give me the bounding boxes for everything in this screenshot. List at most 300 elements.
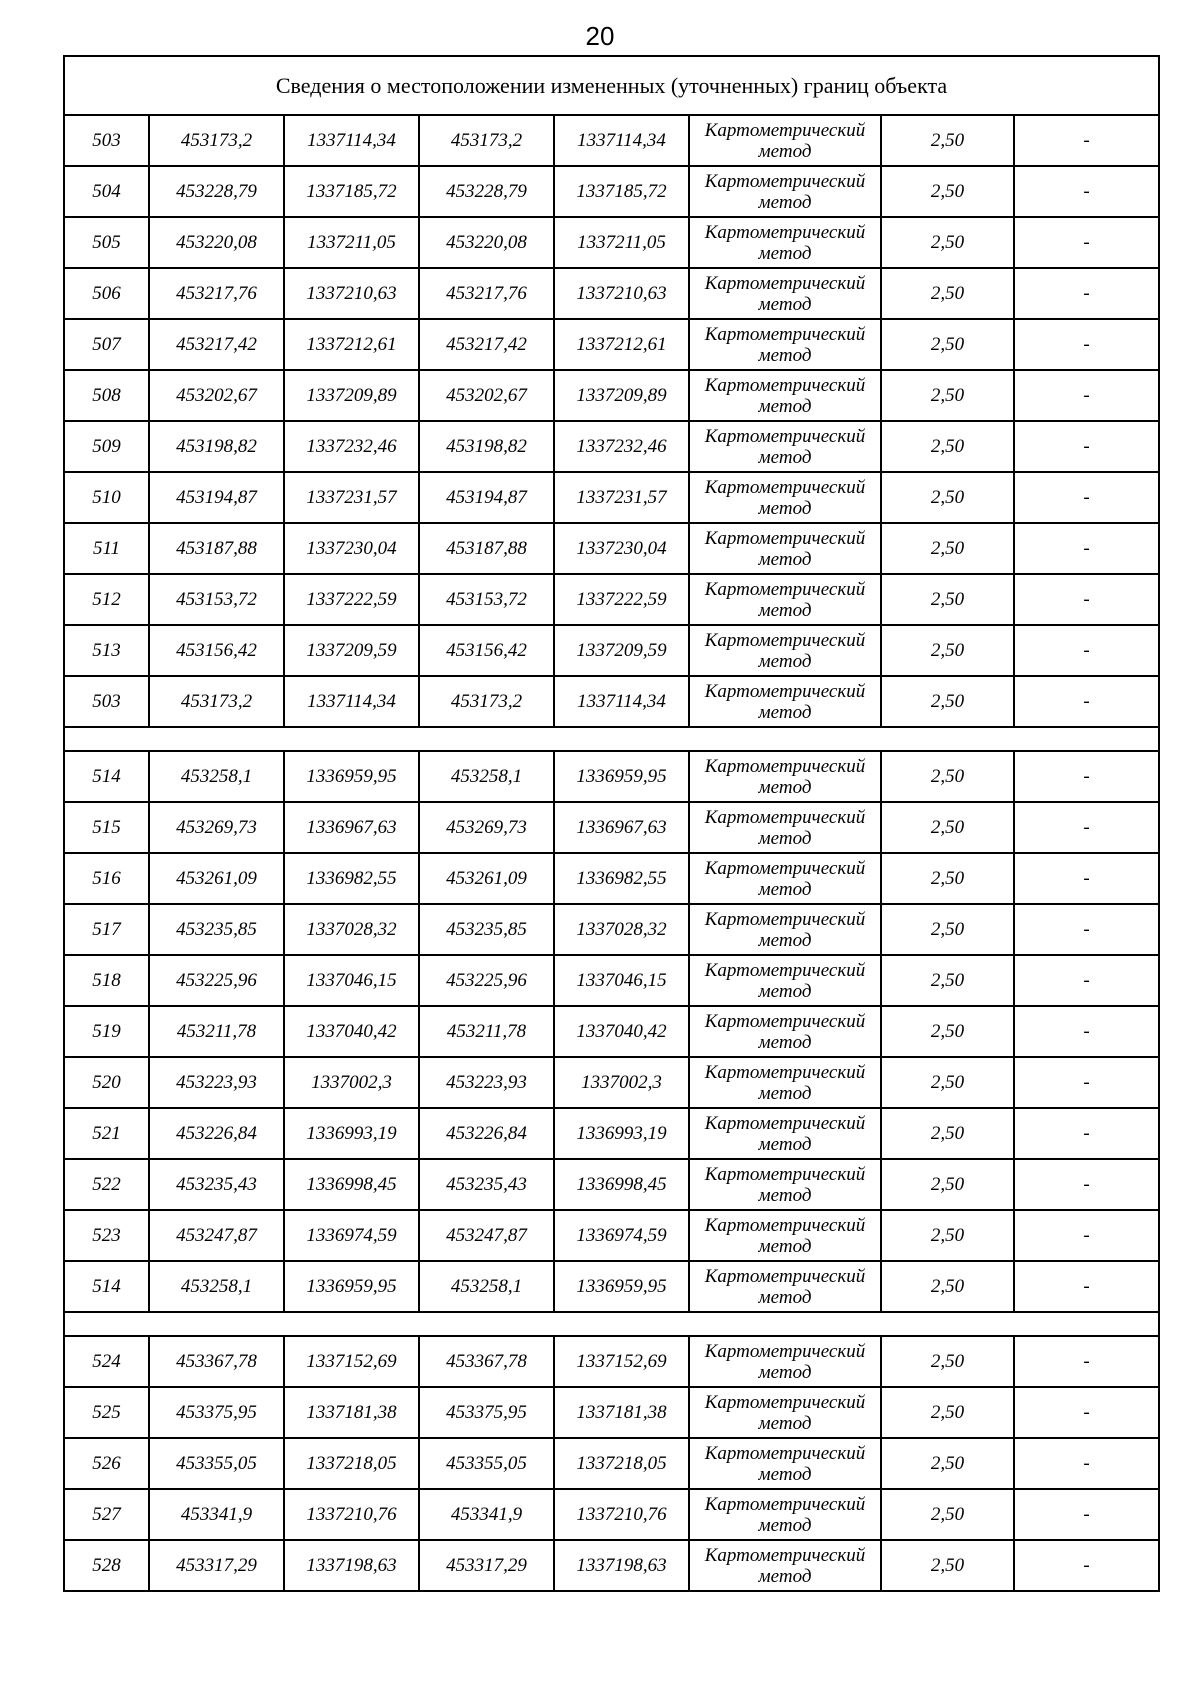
y-existing-cell: 1337198,63 xyxy=(284,1540,419,1591)
table-row xyxy=(64,115,1159,166)
x-existing-cell: 453341,9 xyxy=(149,1489,284,1540)
method-label-line1: Картометрический xyxy=(704,959,866,981)
x-existing-cell: 453187,88 xyxy=(149,523,284,574)
y-refined-cell: 1336974,59 xyxy=(554,1210,689,1261)
accuracy-cell: 2,50 xyxy=(881,1210,1014,1261)
table-header-row xyxy=(64,56,1159,115)
method-cell xyxy=(689,1438,881,1489)
x-refined-cell: 453226,84 xyxy=(419,1108,554,1159)
accuracy-cell: 2,50 xyxy=(881,1108,1014,1159)
method-cell xyxy=(689,574,881,625)
table-row xyxy=(64,1108,1159,1159)
accuracy-cell: 2,50 xyxy=(881,268,1014,319)
y-existing-cell: 1337040,42 xyxy=(284,1006,419,1057)
group-separator-cell xyxy=(64,1312,1159,1336)
table-row xyxy=(64,1261,1159,1312)
method-label-line1: Картометрический xyxy=(704,1163,866,1185)
method-label-line1: Картометрический xyxy=(704,1442,866,1464)
method-cell xyxy=(689,1210,881,1261)
point-number-cell: 512 xyxy=(64,574,149,625)
method-label-line2: метод xyxy=(758,650,812,672)
point-number-cell: 523 xyxy=(64,1210,149,1261)
method-label-line2: метод xyxy=(758,1361,812,1383)
description-cell: - xyxy=(1014,1261,1159,1312)
y-existing-cell: 1337181,38 xyxy=(284,1387,419,1438)
x-existing-cell: 453367,78 xyxy=(149,1336,284,1387)
method-label-line2: метод xyxy=(758,140,812,162)
method-label-line2: метод xyxy=(758,344,812,366)
method-label-line1: Картометрический xyxy=(704,272,866,294)
x-refined-cell: 453194,87 xyxy=(419,472,554,523)
accuracy-cell: 2,50 xyxy=(881,1489,1014,1540)
x-refined-cell: 453269,73 xyxy=(419,802,554,853)
method-cell xyxy=(689,1387,881,1438)
method-label-line2: метод xyxy=(758,1184,812,1206)
description-cell: - xyxy=(1014,1540,1159,1591)
method-label-line1: Картометрический xyxy=(704,1544,866,1566)
y-refined-cell: 1337046,15 xyxy=(554,955,689,1006)
method-label-line1: Картометрический xyxy=(704,1214,866,1236)
y-refined-cell: 1337040,42 xyxy=(554,1006,689,1057)
point-number-cell: 503 xyxy=(64,115,149,166)
y-refined-cell: 1336982,55 xyxy=(554,853,689,904)
accuracy-cell: 2,50 xyxy=(881,421,1014,472)
description-cell: - xyxy=(1014,1336,1159,1387)
method-label-line1: Картометрический xyxy=(704,680,866,702)
accuracy-cell: 2,50 xyxy=(881,1438,1014,1489)
accuracy-cell: 2,50 xyxy=(881,370,1014,421)
method-label-line1: Картометрический xyxy=(704,527,866,549)
x-existing-cell: 453194,87 xyxy=(149,472,284,523)
description-cell: - xyxy=(1014,751,1159,802)
group-separator-cell xyxy=(64,727,1159,751)
method-cell xyxy=(689,370,881,421)
x-refined-cell: 453247,87 xyxy=(419,1210,554,1261)
method-label-line1: Картометрический xyxy=(704,1265,866,1287)
y-refined-cell: 1337114,34 xyxy=(554,676,689,727)
method-label-line2: метод xyxy=(758,827,812,849)
x-existing-cell: 453225,96 xyxy=(149,955,284,1006)
y-existing-cell: 1337046,15 xyxy=(284,955,419,1006)
method-label-line1: Картометрический xyxy=(704,119,866,141)
method-cell xyxy=(689,1540,881,1591)
y-refined-cell: 1336959,95 xyxy=(554,1261,689,1312)
y-existing-cell: 1337212,61 xyxy=(284,319,419,370)
y-existing-cell: 1337185,72 xyxy=(284,166,419,217)
x-refined-cell: 453217,42 xyxy=(419,319,554,370)
y-existing-cell: 1337002,3 xyxy=(284,1057,419,1108)
method-label-line2: метод xyxy=(758,599,812,621)
x-refined-cell: 453341,9 xyxy=(419,1489,554,1540)
y-refined-cell: 1337222,59 xyxy=(554,574,689,625)
description-cell: - xyxy=(1014,472,1159,523)
y-existing-cell: 1337114,34 xyxy=(284,676,419,727)
y-refined-cell: 1337028,32 xyxy=(554,904,689,955)
description-cell: - xyxy=(1014,574,1159,625)
accuracy-cell: 2,50 xyxy=(881,751,1014,802)
description-cell: - xyxy=(1014,1108,1159,1159)
table-row xyxy=(64,676,1159,727)
method-label-line2: метод xyxy=(758,395,812,417)
x-existing-cell: 453198,82 xyxy=(149,421,284,472)
y-refined-cell: 1337185,72 xyxy=(554,166,689,217)
point-number-cell: 521 xyxy=(64,1108,149,1159)
method-label-line2: метод xyxy=(758,242,812,264)
method-cell xyxy=(689,853,881,904)
method-label-line1: Картометрический xyxy=(704,170,866,192)
method-label-line2: метод xyxy=(758,878,812,900)
method-cell xyxy=(689,421,881,472)
x-refined-cell: 453198,82 xyxy=(419,421,554,472)
page-number: 20 xyxy=(585,21,615,51)
y-refined-cell: 1337198,63 xyxy=(554,1540,689,1591)
method-label-line2: метод xyxy=(758,1463,812,1485)
x-existing-cell: 453226,84 xyxy=(149,1108,284,1159)
method-label-line2: метод xyxy=(758,1082,812,1104)
group-separator-row xyxy=(64,727,1159,751)
x-existing-cell: 453228,79 xyxy=(149,166,284,217)
method-cell xyxy=(689,319,881,370)
y-existing-cell: 1337211,05 xyxy=(284,217,419,268)
x-refined-cell: 453258,1 xyxy=(419,751,554,802)
y-existing-cell: 1336967,63 xyxy=(284,802,419,853)
point-number-cell: 516 xyxy=(64,853,149,904)
y-existing-cell: 1337230,04 xyxy=(284,523,419,574)
y-existing-cell: 1337232,46 xyxy=(284,421,419,472)
accuracy-cell: 2,50 xyxy=(881,1057,1014,1108)
x-existing-cell: 453258,1 xyxy=(149,751,284,802)
method-cell xyxy=(689,115,881,166)
method-label-line1: Картометрический xyxy=(704,1391,866,1413)
y-existing-cell: 1336959,95 xyxy=(284,1261,419,1312)
table-row xyxy=(64,166,1159,217)
table-row xyxy=(64,625,1159,676)
y-refined-cell: 1336993,19 xyxy=(554,1108,689,1159)
x-refined-cell: 453228,79 xyxy=(419,166,554,217)
point-number-cell: 527 xyxy=(64,1489,149,1540)
method-cell xyxy=(689,166,881,217)
x-refined-cell: 453223,93 xyxy=(419,1057,554,1108)
point-number-cell: 518 xyxy=(64,955,149,1006)
x-existing-cell: 453156,42 xyxy=(149,625,284,676)
y-refined-cell: 1337212,61 xyxy=(554,319,689,370)
method-label-line1: Картометрический xyxy=(704,476,866,498)
x-existing-cell: 453223,93 xyxy=(149,1057,284,1108)
x-existing-cell: 453375,95 xyxy=(149,1387,284,1438)
table-row xyxy=(64,319,1159,370)
x-refined-cell: 453258,1 xyxy=(419,1261,554,1312)
method-label-line1: Картометрический xyxy=(704,755,866,777)
y-refined-cell: 1337210,63 xyxy=(554,268,689,319)
method-cell xyxy=(689,1489,881,1540)
point-number-cell: 524 xyxy=(64,1336,149,1387)
y-refined-cell: 1337218,05 xyxy=(554,1438,689,1489)
y-existing-cell: 1337209,89 xyxy=(284,370,419,421)
point-number-cell: 505 xyxy=(64,217,149,268)
x-existing-cell: 453211,78 xyxy=(149,1006,284,1057)
description-cell: - xyxy=(1014,268,1159,319)
method-cell xyxy=(689,1159,881,1210)
table-title: Сведения о местоположении измененных (уточненных) границ объекта xyxy=(64,56,1159,115)
description-cell: - xyxy=(1014,904,1159,955)
method-cell xyxy=(689,955,881,1006)
method-label-line1: Картометрический xyxy=(704,221,866,243)
x-existing-cell: 453235,85 xyxy=(149,904,284,955)
method-cell xyxy=(689,676,881,727)
point-number-cell: 519 xyxy=(64,1006,149,1057)
method-label-line2: метод xyxy=(758,776,812,798)
point-number-cell: 506 xyxy=(64,268,149,319)
point-number-cell: 514 xyxy=(64,751,149,802)
x-existing-cell: 453235,43 xyxy=(149,1159,284,1210)
description-cell: - xyxy=(1014,802,1159,853)
point-number-cell: 509 xyxy=(64,421,149,472)
x-existing-cell: 453261,09 xyxy=(149,853,284,904)
table-row xyxy=(64,1210,1159,1261)
point-number-cell: 503 xyxy=(64,676,149,727)
point-number-cell: 514 xyxy=(64,1261,149,1312)
point-number-cell: 520 xyxy=(64,1057,149,1108)
accuracy-cell: 2,50 xyxy=(881,802,1014,853)
description-cell: - xyxy=(1014,166,1159,217)
method-cell xyxy=(689,523,881,574)
method-label-line2: метод xyxy=(758,1286,812,1308)
method-cell xyxy=(689,472,881,523)
description-cell: - xyxy=(1014,523,1159,574)
point-number-cell: 528 xyxy=(64,1540,149,1591)
y-existing-cell: 1336998,45 xyxy=(284,1159,419,1210)
table-row xyxy=(64,1387,1159,1438)
description-cell: - xyxy=(1014,1006,1159,1057)
method-label-line2: метод xyxy=(758,191,812,213)
x-existing-cell: 453269,73 xyxy=(149,802,284,853)
point-number-cell: 522 xyxy=(64,1159,149,1210)
method-cell xyxy=(689,1261,881,1312)
accuracy-cell: 2,50 xyxy=(881,1387,1014,1438)
y-refined-cell: 1337231,57 xyxy=(554,472,689,523)
y-existing-cell: 1336982,55 xyxy=(284,853,419,904)
accuracy-cell: 2,50 xyxy=(881,217,1014,268)
description-cell: - xyxy=(1014,1210,1159,1261)
method-label-line1: Картометрический xyxy=(704,1340,866,1362)
x-refined-cell: 453173,2 xyxy=(419,115,554,166)
table-row xyxy=(64,472,1159,523)
point-number-cell: 525 xyxy=(64,1387,149,1438)
x-refined-cell: 453317,29 xyxy=(419,1540,554,1591)
method-label-line1: Картометрический xyxy=(704,857,866,879)
y-refined-cell: 1337230,04 xyxy=(554,523,689,574)
table-row xyxy=(64,1540,1159,1591)
description-cell: - xyxy=(1014,115,1159,166)
group-separator-row xyxy=(64,1312,1159,1336)
table-row xyxy=(64,1438,1159,1489)
method-label-line1: Картометрический xyxy=(704,908,866,930)
description-cell: - xyxy=(1014,955,1159,1006)
y-existing-cell: 1337028,32 xyxy=(284,904,419,955)
method-label-line1: Картометрический xyxy=(704,578,866,600)
method-label-line2: метод xyxy=(758,1565,812,1587)
y-refined-cell: 1336967,63 xyxy=(554,802,689,853)
method-label-line2: метод xyxy=(758,1031,812,1053)
point-number-cell: 511 xyxy=(64,523,149,574)
x-existing-cell: 453247,87 xyxy=(149,1210,284,1261)
accuracy-cell: 2,50 xyxy=(881,1261,1014,1312)
y-existing-cell: 1337152,69 xyxy=(284,1336,419,1387)
method-label-line1: Картометрический xyxy=(704,374,866,396)
method-label-line2: метод xyxy=(758,1133,812,1155)
method-cell xyxy=(689,1057,881,1108)
x-existing-cell: 453317,29 xyxy=(149,1540,284,1591)
x-refined-cell: 453211,78 xyxy=(419,1006,554,1057)
y-refined-cell: 1337002,3 xyxy=(554,1057,689,1108)
accuracy-cell: 2,50 xyxy=(881,904,1014,955)
table-row xyxy=(64,523,1159,574)
description-cell: - xyxy=(1014,853,1159,904)
y-existing-cell: 1336974,59 xyxy=(284,1210,419,1261)
method-cell xyxy=(689,1336,881,1387)
method-label-line2: метод xyxy=(758,929,812,951)
y-refined-cell: 1337209,89 xyxy=(554,370,689,421)
method-label-line2: метод xyxy=(758,1412,812,1434)
method-label-line2: метод xyxy=(758,1514,812,1536)
table-row xyxy=(64,802,1159,853)
table-row xyxy=(64,853,1159,904)
table-row xyxy=(64,268,1159,319)
description-cell: - xyxy=(1014,1159,1159,1210)
accuracy-cell: 2,50 xyxy=(881,676,1014,727)
y-existing-cell: 1337222,59 xyxy=(284,574,419,625)
accuracy-cell: 2,50 xyxy=(881,472,1014,523)
method-label-line2: метод xyxy=(758,980,812,1002)
point-number-cell: 508 xyxy=(64,370,149,421)
method-label-line1: Картометрический xyxy=(704,1112,866,1134)
x-refined-cell: 453367,78 xyxy=(419,1336,554,1387)
y-refined-cell: 1337209,59 xyxy=(554,625,689,676)
table-row xyxy=(64,574,1159,625)
x-existing-cell: 453220,08 xyxy=(149,217,284,268)
x-existing-cell: 453217,76 xyxy=(149,268,284,319)
description-cell: - xyxy=(1014,1438,1159,1489)
x-refined-cell: 453156,42 xyxy=(419,625,554,676)
y-existing-cell: 1336993,19 xyxy=(284,1108,419,1159)
y-refined-cell: 1337232,46 xyxy=(554,421,689,472)
description-cell: - xyxy=(1014,217,1159,268)
x-existing-cell: 453153,72 xyxy=(149,574,284,625)
method-cell xyxy=(689,1006,881,1057)
description-cell: - xyxy=(1014,1387,1159,1438)
x-refined-cell: 453261,09 xyxy=(419,853,554,904)
method-label-line1: Картометрический xyxy=(704,1493,866,1515)
method-label-line1: Картометрический xyxy=(704,425,866,447)
y-existing-cell: 1337231,57 xyxy=(284,472,419,523)
description-cell: - xyxy=(1014,1489,1159,1540)
y-refined-cell: 1336998,45 xyxy=(554,1159,689,1210)
y-refined-cell: 1337210,76 xyxy=(554,1489,689,1540)
x-refined-cell: 453187,88 xyxy=(419,523,554,574)
method-label-line2: метод xyxy=(758,1235,812,1257)
method-label-line1: Картометрический xyxy=(704,1061,866,1083)
y-existing-cell: 1337114,34 xyxy=(284,115,419,166)
accuracy-cell: 2,50 xyxy=(881,625,1014,676)
method-label-line2: метод xyxy=(758,548,812,570)
point-number-cell: 510 xyxy=(64,472,149,523)
x-refined-cell: 453202,67 xyxy=(419,370,554,421)
y-refined-cell: 1336959,95 xyxy=(554,751,689,802)
method-cell xyxy=(689,217,881,268)
table-row xyxy=(64,751,1159,802)
x-existing-cell: 453173,2 xyxy=(149,115,284,166)
accuracy-cell: 2,50 xyxy=(881,523,1014,574)
y-existing-cell: 1337218,05 xyxy=(284,1438,419,1489)
point-number-cell: 517 xyxy=(64,904,149,955)
method-cell xyxy=(689,802,881,853)
method-cell xyxy=(689,751,881,802)
method-cell xyxy=(689,625,881,676)
point-number-cell: 513 xyxy=(64,625,149,676)
description-cell: - xyxy=(1014,1057,1159,1108)
table-row xyxy=(64,421,1159,472)
method-label-line1: Картометрический xyxy=(704,1010,866,1032)
x-existing-cell: 453217,42 xyxy=(149,319,284,370)
y-existing-cell: 1337209,59 xyxy=(284,625,419,676)
x-existing-cell: 453173,2 xyxy=(149,676,284,727)
description-cell: - xyxy=(1014,421,1159,472)
description-cell: - xyxy=(1014,319,1159,370)
table-row xyxy=(64,370,1159,421)
point-number-cell: 515 xyxy=(64,802,149,853)
x-existing-cell: 453202,67 xyxy=(149,370,284,421)
x-existing-cell: 453258,1 xyxy=(149,1261,284,1312)
method-label-line1: Картометрический xyxy=(704,806,866,828)
method-cell xyxy=(689,904,881,955)
table-row xyxy=(64,904,1159,955)
accuracy-cell: 2,50 xyxy=(881,1336,1014,1387)
y-refined-cell: 1337152,69 xyxy=(554,1336,689,1387)
method-cell xyxy=(689,1108,881,1159)
accuracy-cell: 2,50 xyxy=(881,115,1014,166)
x-refined-cell: 453235,43 xyxy=(419,1159,554,1210)
x-refined-cell: 453355,05 xyxy=(419,1438,554,1489)
x-refined-cell: 453235,85 xyxy=(419,904,554,955)
method-label-line2: метод xyxy=(758,701,812,723)
accuracy-cell: 2,50 xyxy=(881,319,1014,370)
accuracy-cell: 2,50 xyxy=(881,955,1014,1006)
method-cell xyxy=(689,268,881,319)
description-cell: - xyxy=(1014,625,1159,676)
accuracy-cell: 2,50 xyxy=(881,853,1014,904)
x-refined-cell: 453173,2 xyxy=(419,676,554,727)
x-refined-cell: 453217,76 xyxy=(419,268,554,319)
description-cell: - xyxy=(1014,676,1159,727)
method-label-line2: метод xyxy=(758,446,812,468)
point-number-cell: 526 xyxy=(64,1438,149,1489)
boundary-coordinates-table xyxy=(63,55,1160,1592)
accuracy-cell: 2,50 xyxy=(881,166,1014,217)
method-label-line1: Картометрический xyxy=(704,323,866,345)
table-row xyxy=(64,955,1159,1006)
table-row xyxy=(64,217,1159,268)
y-existing-cell: 1337210,76 xyxy=(284,1489,419,1540)
y-refined-cell: 1337211,05 xyxy=(554,217,689,268)
point-number-cell: 507 xyxy=(64,319,149,370)
accuracy-cell: 2,50 xyxy=(881,1006,1014,1057)
table-row xyxy=(64,1057,1159,1108)
x-refined-cell: 453375,95 xyxy=(419,1387,554,1438)
x-refined-cell: 453153,72 xyxy=(419,574,554,625)
point-number-cell: 504 xyxy=(64,166,149,217)
table-row xyxy=(64,1159,1159,1210)
y-existing-cell: 1337210,63 xyxy=(284,268,419,319)
